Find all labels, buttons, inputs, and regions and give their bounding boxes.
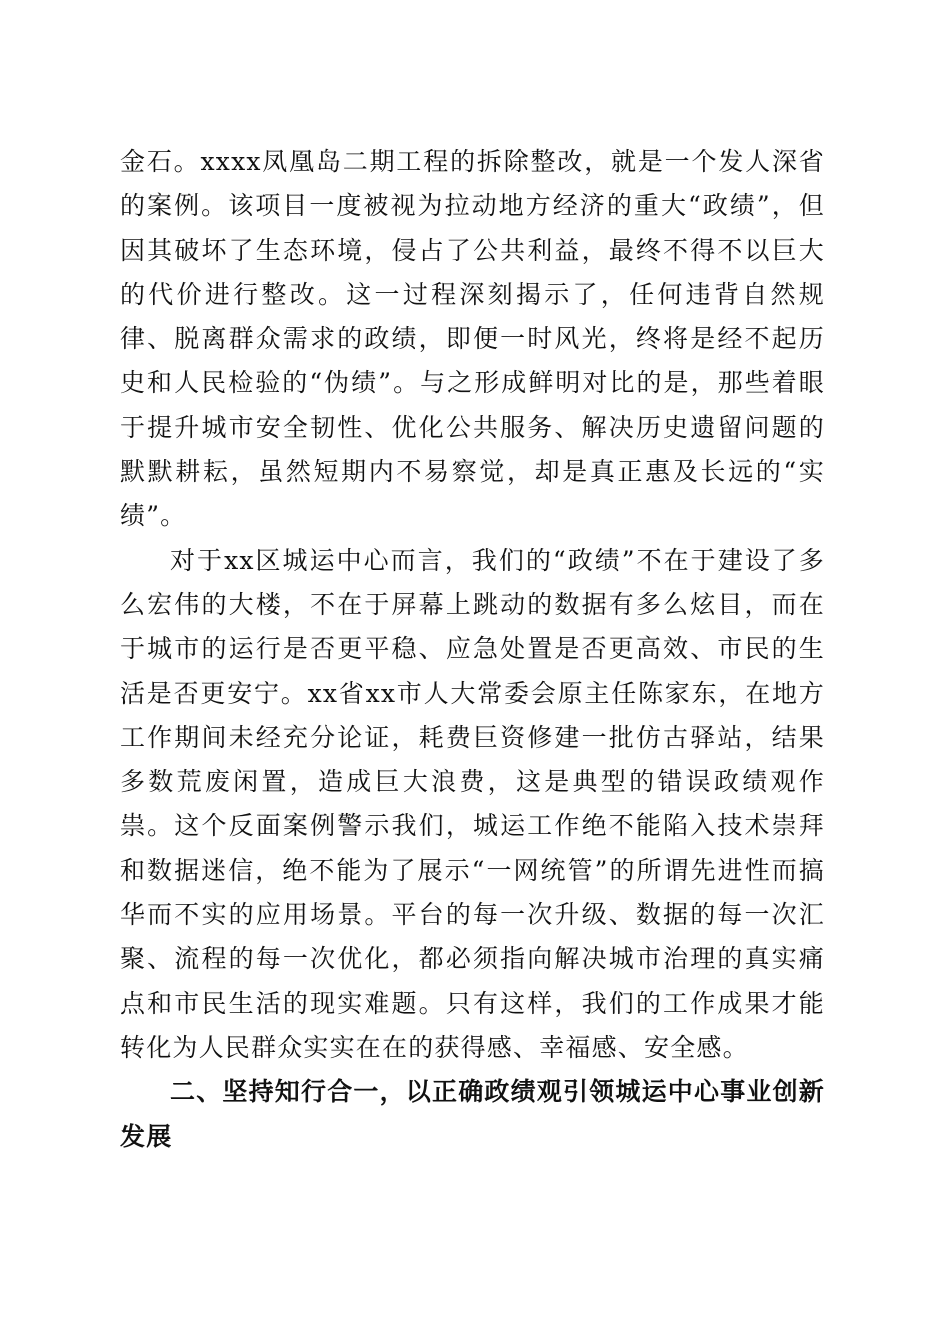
paragraph-continuation: 金石。xxxx凤凰岛二期工程的拆除整改，就是一个发人深省的案例。该项目一度被视为拉动地方经济的重大“政绩”，但因其破坏了生态环境，侵占了公共利益，最终不得不以巨大的代价进行整改。这一过程深刻揭示了，任何违背自然规律、脱离群众需求的政绩，即便一时风光，终将是经不起历史和人民检验的“伪绩”。与之形成鲜明对比的是，那些着眼于提升城市安全韧性、优化公共服务、解决历史遗留问题的默默耕耘，虽然短期内不易察觉，却是真正惠及长远的“实绩”。: [120, 147, 825, 531]
paragraph-city-operations: 对于xx区城运中心而言，我们的“政绩”不在于建设了多么宏伟的大楼，不在于屏幕上跳动的数据有多么炫目，而在于城市的运行是否更平稳、应急处置是否更高效、市民的生活是否更安宁。xx省xx市人大常委会原主任陈家东，在地方工作期间未经充分论证，耗费巨资修建一批仿古驿站，结果多数荒废闲置，造成巨大浪费，这是典型的错误政绩观作祟。这个反面案例警示我们，城运工作绝不能陷入技术崇拜和数据迷信，绝不能为了展示“一网统管”的所谓先进性而搞华而不实的应用场景。平台的每一次升级、数据的每一次汇聚、流程的每一次优化，都必须指向解决城市治理的真实痛点和市民生活的现实难题。只有这样，我们的工作成果才能转化为人民群众实实在在的获得感、幸福感、安全感。: [120, 545, 825, 1062]
section-heading: 二、坚持知行合一，以正确政绩观引领城运中心事业创新发展: [120, 1077, 826, 1151]
document-body: [120, 140, 825, 1159]
